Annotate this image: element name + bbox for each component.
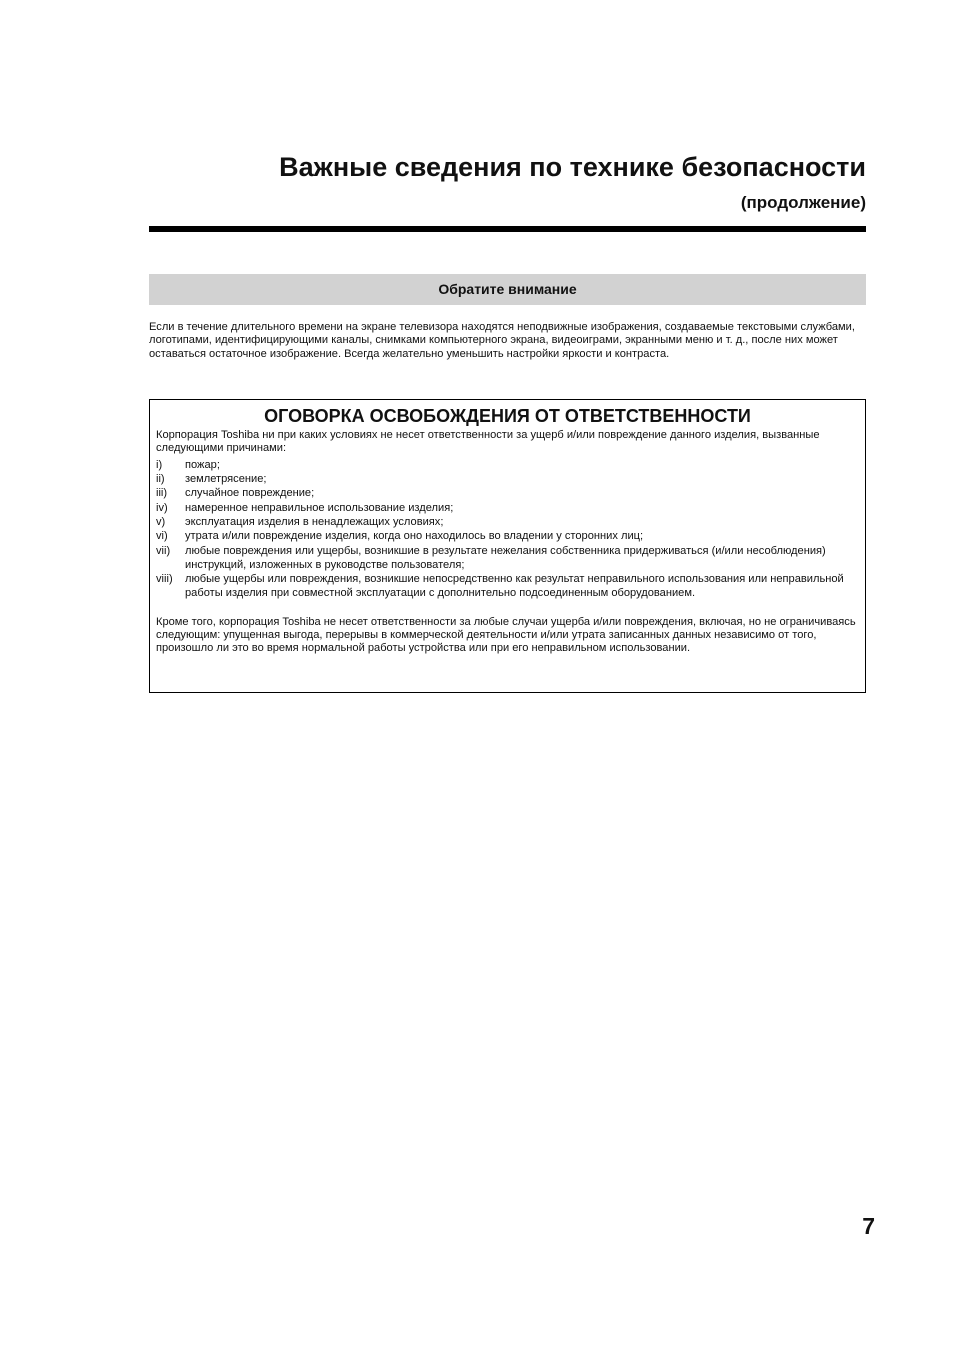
list-item-text: любые повреждения или ущербы, возникшие в результате нежелания собственника придерживаться (и/или несоблюдения) инструкций, изложенных в руководстве пользователя; bbox=[185, 544, 826, 571]
list-item bbox=[156, 544, 857, 573]
list-item bbox=[156, 486, 857, 500]
page-title: Важные сведения по технике безопасности bbox=[279, 152, 866, 182]
list-item-text: намеренное неправильное использование изделия; bbox=[185, 501, 454, 514]
list-item bbox=[156, 572, 857, 601]
disclaimer-intro: Корпорация Toshiba ни при каких условиях не несет ответственности за ущерб и/или повреждение данного изделия, вызванные следующими причинами: bbox=[156, 429, 820, 455]
disclaimer-box bbox=[149, 399, 866, 693]
list-item bbox=[156, 458, 857, 472]
disclaimer-extra-text: Кроме того, корпорация Toshiba не несет ответственности за любые случаи ущерба и/или повреждения, включая, но не ограничиваясь следующим: упущенная выгода, перерывы в коммерческой деятельности и/или утрата записанных данных независимо от того, произошло ли это во время нормальной работы устройства или при его неправильном использовании. bbox=[156, 615, 856, 654]
list-item-text: случайное повреждение; bbox=[185, 487, 315, 500]
list-marker: vi) bbox=[156, 530, 168, 543]
list-item-text: утрата и/или повреждение изделия, когда оно находилось во владении у сторонних лиц; bbox=[185, 530, 644, 543]
page-number: 7 bbox=[862, 1213, 875, 1239]
notice-text: Если в течение длительного времени на экране телевизора находятся неподвижные изображения, создаваемые текстовыми службами, логотипами, идентифицирующими каналы, снимками компьютерного экрана, видеоиграми, экранными меню и т. д., после них может оставаться остаточное изображение. Всегда желательно уменьшить настройки яркости и контраста. bbox=[149, 321, 855, 360]
disclaimer-heading: ОГОВОРКА ОСВОБОЖДЕНИЯ ОТ ОТВЕТСТВЕННОСТИ bbox=[264, 406, 751, 426]
list-item-text: любые ущербы или повреждения, возникшие непосредственно как результат неправильного использования или неправильной работы изделия при совместной эксплуатации с дополнительно подсоединенным оборудованием. bbox=[185, 573, 844, 600]
list-item-text: эксплуатация изделия в ненадлежащих условиях; bbox=[185, 516, 444, 528]
list-marker: iv) bbox=[156, 501, 168, 514]
list-marker: ii) bbox=[156, 473, 165, 486]
notice-heading: Обратите внимание bbox=[149, 274, 866, 305]
title-divider bbox=[149, 226, 866, 232]
list-item bbox=[156, 529, 857, 543]
list-marker: v) bbox=[156, 516, 166, 528]
list-item bbox=[156, 501, 857, 515]
list-marker: vii) bbox=[156, 544, 171, 557]
list-marker: viii) bbox=[156, 573, 173, 586]
list-item bbox=[156, 472, 857, 486]
page-subtitle: (продолжение) bbox=[740, 193, 866, 212]
cause-list bbox=[156, 458, 857, 601]
list-item bbox=[156, 515, 857, 529]
list-item-text: пожар; bbox=[185, 458, 220, 471]
list-marker: iii) bbox=[156, 487, 168, 500]
list-item-text: землетрясение; bbox=[185, 473, 267, 486]
list-marker: i) bbox=[156, 458, 163, 471]
